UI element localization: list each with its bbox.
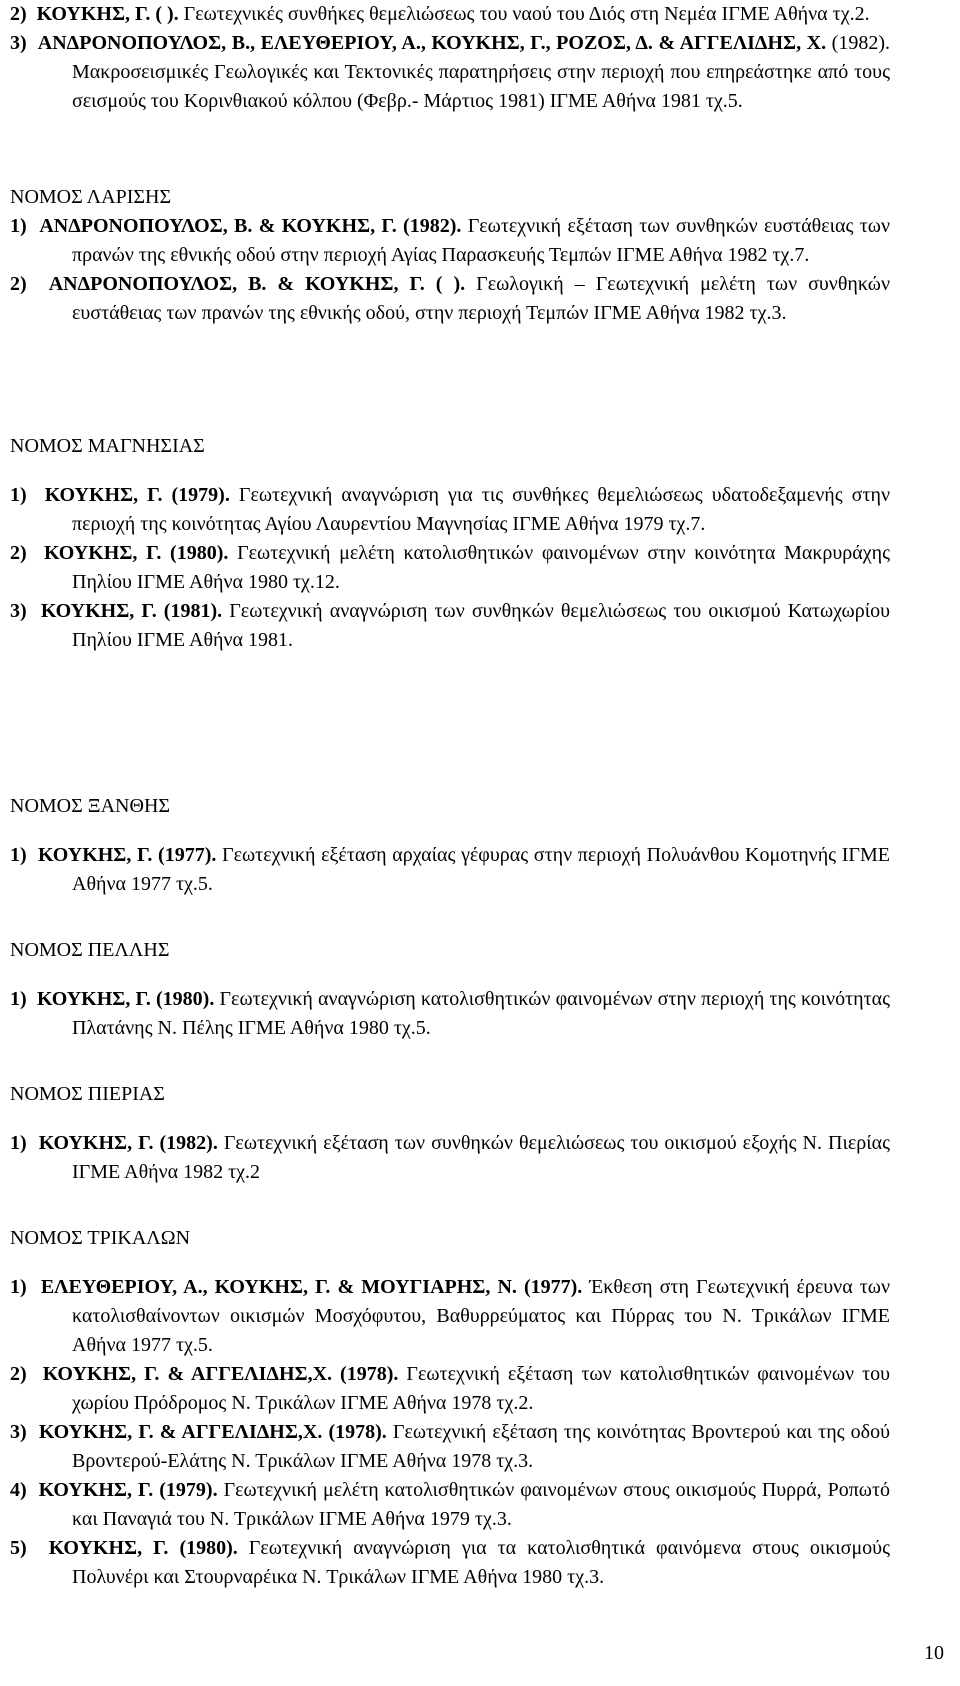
entry xyxy=(10,1418,890,1476)
entry-authors: ΑΝΔΡΟΝΟΠΟΥΛΟΣ, Β. & ΚΟΥΚΗΣ, Γ. ( ). xyxy=(48,273,466,295)
entry-text: Γεωτεχνική εξέταση της κοινότητας Βροντερού και της οδού Βροντερού-Ελάτης Ν. Τρικάλων ΙΓΜΕ Αθήνα 1978 τχ.3. xyxy=(72,1421,891,1472)
entry-authors: ΚΟΥΚΗΣ, Γ. (1979). xyxy=(38,1479,218,1501)
entry-number: 1) xyxy=(10,1132,27,1154)
entry-authors: ΑΝΔΡΟΝΟΠΟΥΛΟΣ, Β. & ΚΟΥΚΗΣ, Γ. (1982). xyxy=(39,215,462,237)
entry-authors: ΚΟΥΚΗΣ, Γ. ( ). xyxy=(36,3,179,25)
entry xyxy=(10,212,890,270)
entry xyxy=(10,1534,890,1592)
entry xyxy=(10,1129,890,1187)
entry xyxy=(10,985,890,1043)
entry-text: Γεωτεχνική μελέτη κατολισθητικών φαινομένων στην κοινότητα Μακρυράχης Πηλίου ΙΓΜΕ Αθήνα 1980 τχ.12. xyxy=(72,542,891,593)
entry-number: 1) xyxy=(10,1276,27,1298)
section-heading-larisa: ΝΟΜΟΣ ΛΑΡΙΣΗΣ xyxy=(10,186,172,208)
entry-number: 1) xyxy=(10,484,27,506)
entry-number: 2) xyxy=(10,273,27,295)
entry xyxy=(10,270,890,328)
entry-authors: ΚΟΥΚΗΣ, Γ. & ΑΓΓΕΛΙΔΗΣ,Χ. (1978). xyxy=(38,1421,387,1443)
entry-text: Γεωλογική – Γεωτεχνική μελέτη των συνθηκών ευστάθειας των πρανών της εθνικής οδού, στην περιοχή Τεμπών ΙΓΜΕ Αθήνα 1982 τχ.3. xyxy=(72,273,890,324)
section-heading-xanthi: ΝΟΜΟΣ ΞΑΝΘΗΣ xyxy=(10,795,171,817)
entry-number: 1) xyxy=(10,988,27,1010)
entry-authors: ΚΟΥΚΗΣ, Γ. (1980). xyxy=(44,542,229,564)
entry-text: Γεωτεχνική μελέτη κατολισθητικών φαινομένων στους οικισμούς Πυρρά, Ροπωτό και Παναγιά του Ν. Τρικάλων ΙΓΜΕ Αθήνα 1979 τχ.3. xyxy=(72,1479,891,1530)
entry-number: 2) xyxy=(10,3,27,25)
section-magnesia xyxy=(10,481,890,655)
top-entries xyxy=(10,0,890,116)
entry xyxy=(10,481,890,539)
entry xyxy=(10,597,890,655)
section-heading-trikala: ΝΟΜΟΣ ΤΡΙΚΑΛΩΝ xyxy=(10,1227,191,1249)
section-pieria xyxy=(10,1129,890,1187)
entry-authors: ΚΟΥΚΗΣ, Γ. (1980). xyxy=(37,988,215,1010)
section-heading-pieria: ΝΟΜΟΣ ΠΙΕΡΙΑΣ xyxy=(10,1083,165,1105)
section-larisa xyxy=(10,212,890,328)
entry-authors: ΕΛΕΥΘΕΡΙΟΥ, Α., ΚΟΥΚΗΣ, Γ. & ΜΟΥΓΙΑΡΗΣ, Ν. (1977). xyxy=(40,1276,583,1298)
page-number: 10 xyxy=(924,1642,944,1664)
entry-text: Γεωτεχνικές συνθήκες θεμελιώσεως του ναού του Διός στη Νεμέα ΙΓΜΕ Αθήνα τχ.2. xyxy=(178,3,870,25)
entry-authors: ΚΟΥΚΗΣ, Γ. & ΑΓΓΕΛΙΔΗΣ,Χ. (1978). xyxy=(42,1363,399,1385)
entry-authors: ΚΟΥΚΗΣ, Γ. (1982). xyxy=(38,1132,218,1154)
entry-number: 5) xyxy=(10,1537,27,1559)
entry-authors: ΚΟΥΚΗΣ, Γ. (1977). xyxy=(38,844,217,866)
entry xyxy=(10,1273,890,1360)
entry xyxy=(10,841,890,899)
entry xyxy=(10,1360,890,1418)
entry-text: Γεωτεχνική εξέταση των κατολισθητικών φαινομένων του χωρίου Πρόδρομος Ν. Τρικάλων ΙΓΜΕ Αθήνα 1978 τχ.2. xyxy=(72,1363,891,1414)
entry-number: 3) xyxy=(10,600,27,622)
entry-number: 3) xyxy=(10,1421,27,1443)
entry-text: Γεωτεχνική αναγνώριση κατολισθητικών φαινομένων στην περιοχή της κοινότητας Πλατάνης Ν. Πέλης ΙΓΜΕ Αθήνα 1980 τχ.5. xyxy=(72,988,891,1039)
entry-authors: ΑΝΔΡΟΝΟΠΟΥΛΟΣ, Β., ΕΛΕΥΘΕΡΙΟΥ, Α., ΚΟΥΚΗΣ, Γ., ΡΟΖΟΣ, Δ. & ΑΓΓΕΛΙΔΗΣ, Χ. xyxy=(37,32,827,54)
entry-text: Γεωτεχνική εξέταση των συνθηκών ευστάθειας των πρανών της εθνικής οδού στην περιοχή Αγίας Παρασκευής Τεμπών ΙΓΜΕ Αθήνα 1982 τχ.7. xyxy=(72,215,890,266)
entry-authors: ΚΟΥΚΗΣ, Γ. (1979). xyxy=(44,484,230,506)
entry-number: 3) xyxy=(10,32,27,54)
entry-text: Γεωτεχνική εξέταση αρχαίας γέφυρας στην περιοχή Πολυάνθου Κομοτηνής ΙΓΜΕ Αθήνα 1977 τχ.5. xyxy=(72,844,890,895)
entry-text: Έκθεση στη Γεωτεχνική έρευνα των κατολισθαίνοντων οικισμών Μοσχόφυτου, Βαθυρρεύματος και Πύρρας του Ν. Τρικάλων ΙΓΜΕ Αθήνα 1977 τχ.5. xyxy=(72,1276,891,1356)
entry-number: 4) xyxy=(10,1479,27,1501)
section-heading-magnesia: ΝΟΜΟΣ ΜΑΓΝΗΣΙΑΣ xyxy=(10,435,205,457)
entry-text: (1982). Μακροσεισμικές Γεωλογικές και Τεκτονικές παρατηρήσεις στην περιοχή που επηρεάστηκε από τους σεισμούς του Κορινθιακού κόλπου (Φεβρ.- Μάρτιος 1981) ΙΓΜΕ Αθήνα 1981 τχ.5. xyxy=(72,32,891,112)
section-pella xyxy=(10,985,890,1043)
section-xanthi xyxy=(10,841,890,899)
entry-2-top xyxy=(10,0,890,29)
section-trikala xyxy=(10,1273,890,1592)
entry-number: 2) xyxy=(10,542,27,564)
entry-text: Γεωτεχνική εξέταση των συνθηκών θεμελιώσεως του οικισμού εξοχής Ν. Πιερίας ΙΓΜΕ Αθήνα 1982 τχ.2 xyxy=(72,1132,890,1183)
entry-number: 1) xyxy=(10,844,27,866)
entry-authors: ΚΟΥΚΗΣ, Γ. (1981). xyxy=(40,600,223,622)
entry-3-top xyxy=(10,29,890,116)
entry xyxy=(10,539,890,597)
entry-text: Γεωτεχνική αναγνώριση για τα κατολισθητικά φαινόμενα στους οικισμούς Πολυνέρι και Στουρναρέικα Ν. Τρικάλων ΙΓΜΕ Αθήνα 1980 τχ.3. xyxy=(72,1537,891,1588)
entry-number: 2) xyxy=(10,1363,27,1385)
entry-text: Γεωτεχνική αναγνώριση για τις συνθήκες θεμελιώσεως υδατοδεξαμενής στην περιοχή της κοινότητας Αγίου Λαυρεντίου Μαγνησίας ΙΓΜΕ Αθήνα 1979 τχ.7. xyxy=(72,484,890,535)
section-heading-pella: ΝΟΜΟΣ ΠΕΛΛΗΣ xyxy=(10,939,170,961)
entry-number: 1) xyxy=(10,215,27,237)
entry xyxy=(10,1476,890,1534)
entry-authors: ΚΟΥΚΗΣ, Γ. (1980). xyxy=(48,1537,238,1559)
entry-text: Γεωτεχνική αναγνώριση των συνθηκών θεμελιώσεως του οικισμού Κατωχωρίου Πηλίου ΙΓΜΕ Αθήνα 1981. xyxy=(72,600,890,651)
